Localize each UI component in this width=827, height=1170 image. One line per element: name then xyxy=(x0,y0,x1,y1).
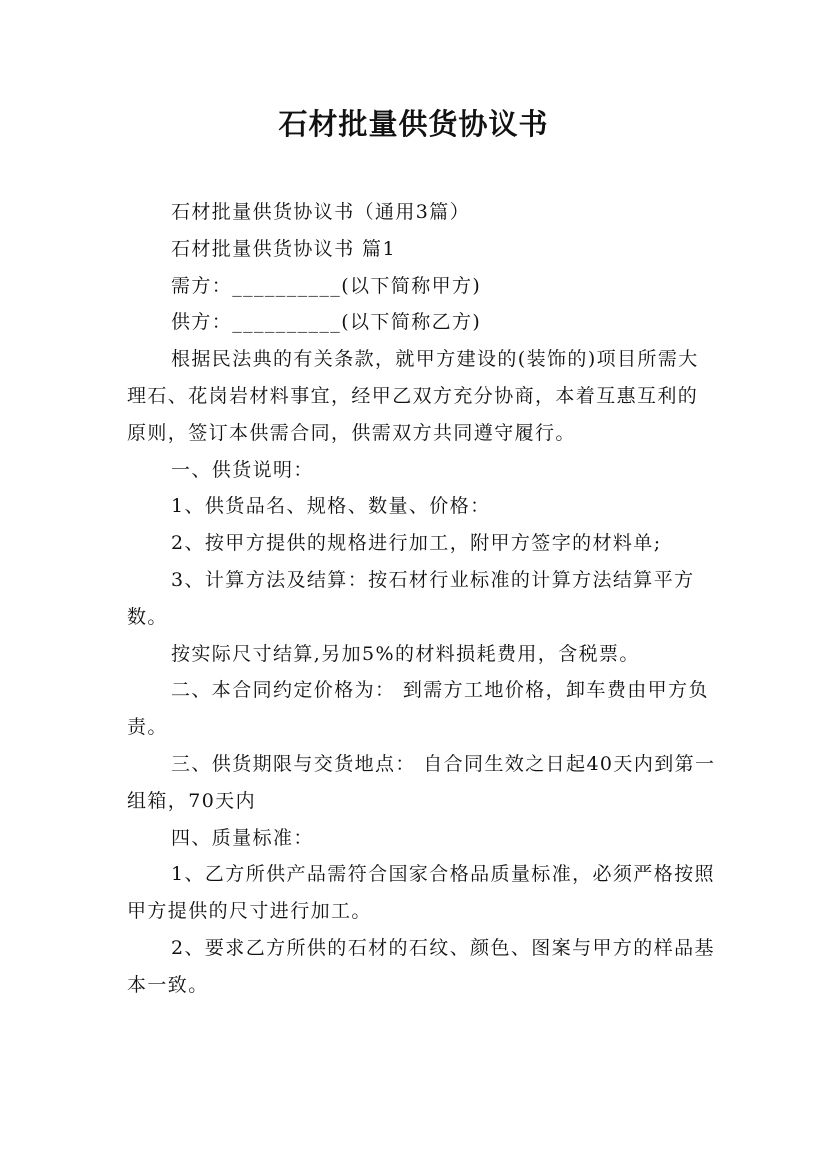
clause-4-heading: 四、质量标准： xyxy=(171,826,314,849)
clause-2-paragraph: 二、本合同约定价格为： 到需方工地价格，卸车费由甲方负责。 xyxy=(127,679,709,739)
supplier-line: 供方：__________(以下简称乙方) xyxy=(171,311,482,334)
document-title: 石材批量供货协议书 xyxy=(278,107,549,141)
clause-4-item-1: 1、乙方所供产品需符合国家合格品质量标准，必须严格按照甲方提供的尺寸进行加工。 xyxy=(127,863,715,923)
buyer-line: 需方：__________(以下简称甲方) xyxy=(171,274,482,297)
preamble-paragraph: 根据民法典的有关条款，就甲方建设的(装饰的)项目所需大理石、花岗岩材料事宜，经甲乙双方充分协商，本着互惠互利的原则，签订本供需合同，供需双方共同遵守履行。 xyxy=(127,348,699,444)
subtitle-paragraph: 石材批量供货协议书（通用3篇） xyxy=(171,201,471,223)
clause-3-paragraph: 三、供货期限与交货地点： 自合同生效之日起40天内到第一组箱，70天内 xyxy=(127,752,716,812)
clause-1-heading: 一、供货说明： xyxy=(171,458,314,481)
clause-4-item-2: 2、要求乙方所供的石材的石纹、颜色、图案与甲方的样品基本一致。 xyxy=(127,936,715,996)
section-heading-paragraph: 石材批量供货协议书 篇1 xyxy=(171,237,396,260)
document-body xyxy=(127,194,717,1004)
clause-1-item-3: 3、计算方法及结算：按石材行业标准的计算方法结算平方数。 xyxy=(127,568,695,628)
clause-1-item-1: 1、供货品名、规格、数量、价格： xyxy=(171,495,491,518)
settlement-paragraph: 按实际尺寸结算,另加5%的材料损耗费用，含税票。 xyxy=(171,642,640,665)
clause-1-item-2: 2、按甲方提供的规格进行加工，附甲方签字的材料单; xyxy=(171,532,662,555)
